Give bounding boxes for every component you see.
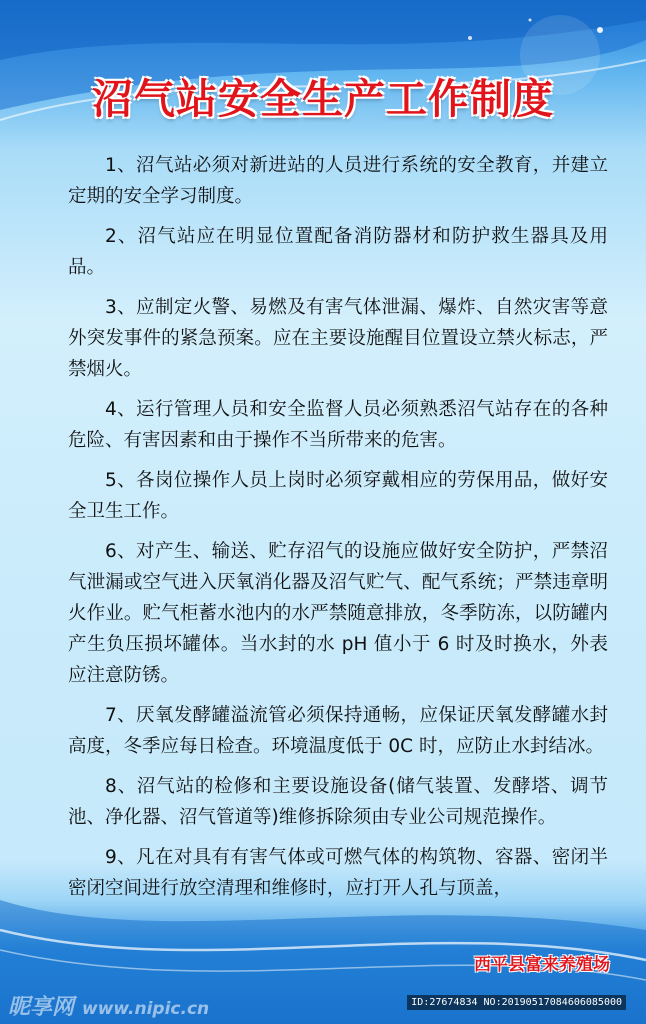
regulation-item-7: 7、厌氧发酵罐溢流管必须保持通畅，应保证厌氧发酵罐水封高度，冬季应每日检查。环境温度低于 0C 时，应防止水封结冰。 [68,705,608,757]
regulation-item-5: 5、各岗位操作人员上岗时必须穿戴相应的劳保用品，做好安全卫生工作。 [68,470,608,522]
regulation-item-1: 1、沼气站必须对新进站的人员进行系统的安全教育，并建立定期的安全学习制度。 [68,155,608,207]
page-title: 沼气站安全生产工作制度 [92,75,554,123]
regulation-item-6: 6、对产生、输送、贮存沼气的设施应做好安全防护，严禁沼气泄漏或空气进入厌氧消化器及沼气贮气、配气系统；严禁违章明火作业。贮气柜蓄水池内的水严禁随意排放，冬季防冻，以防罐内产生负压损坏罐体。当水封的水 pH 值小于 6 时及时换水，外表应注意防锈。 [68,541,608,686]
watermark-brand: 昵享网 [8,995,75,1020]
regulation-item-2: 2、沼气站应在明显位置配备消防器材和防护救生器具及用品。 [68,226,608,278]
regulation-body [68,150,608,913]
regulation-item-4: 4、运行管理人员和安全监督人员必须熟悉沼气站存在的各种危险、有害因素和由于操作不当所带来的危害。 [68,399,608,451]
regulation-item-8: 8、沼气站的检修和主要设施设备(储气装置、发酵塔、调节池、净化器、沼气管道等)维修拆除须由专业公司规范操作。 [68,776,608,828]
image-id-label: ID:27674834 NO:20190517084606085000 [407,995,626,1010]
watermark-logo [8,990,209,1021]
watermark-url: www.nipic.cn [82,999,210,1019]
regulation-item-9: 9、凡在对具有有害气体或可燃气体的构筑物、容器、密闭半密闭空间进行放空清理和维修时，应打开人孔与顶盖， [68,847,608,899]
organization-name: 西平县富来养殖场 [474,955,610,975]
regulation-item-3: 3、应制定火警、易燃及有害气体泄漏、爆炸、自然灾害等意外突发事件的紧急预案。应在主要设施醒目位置设立禁火标志，严禁烟火。 [68,297,608,380]
